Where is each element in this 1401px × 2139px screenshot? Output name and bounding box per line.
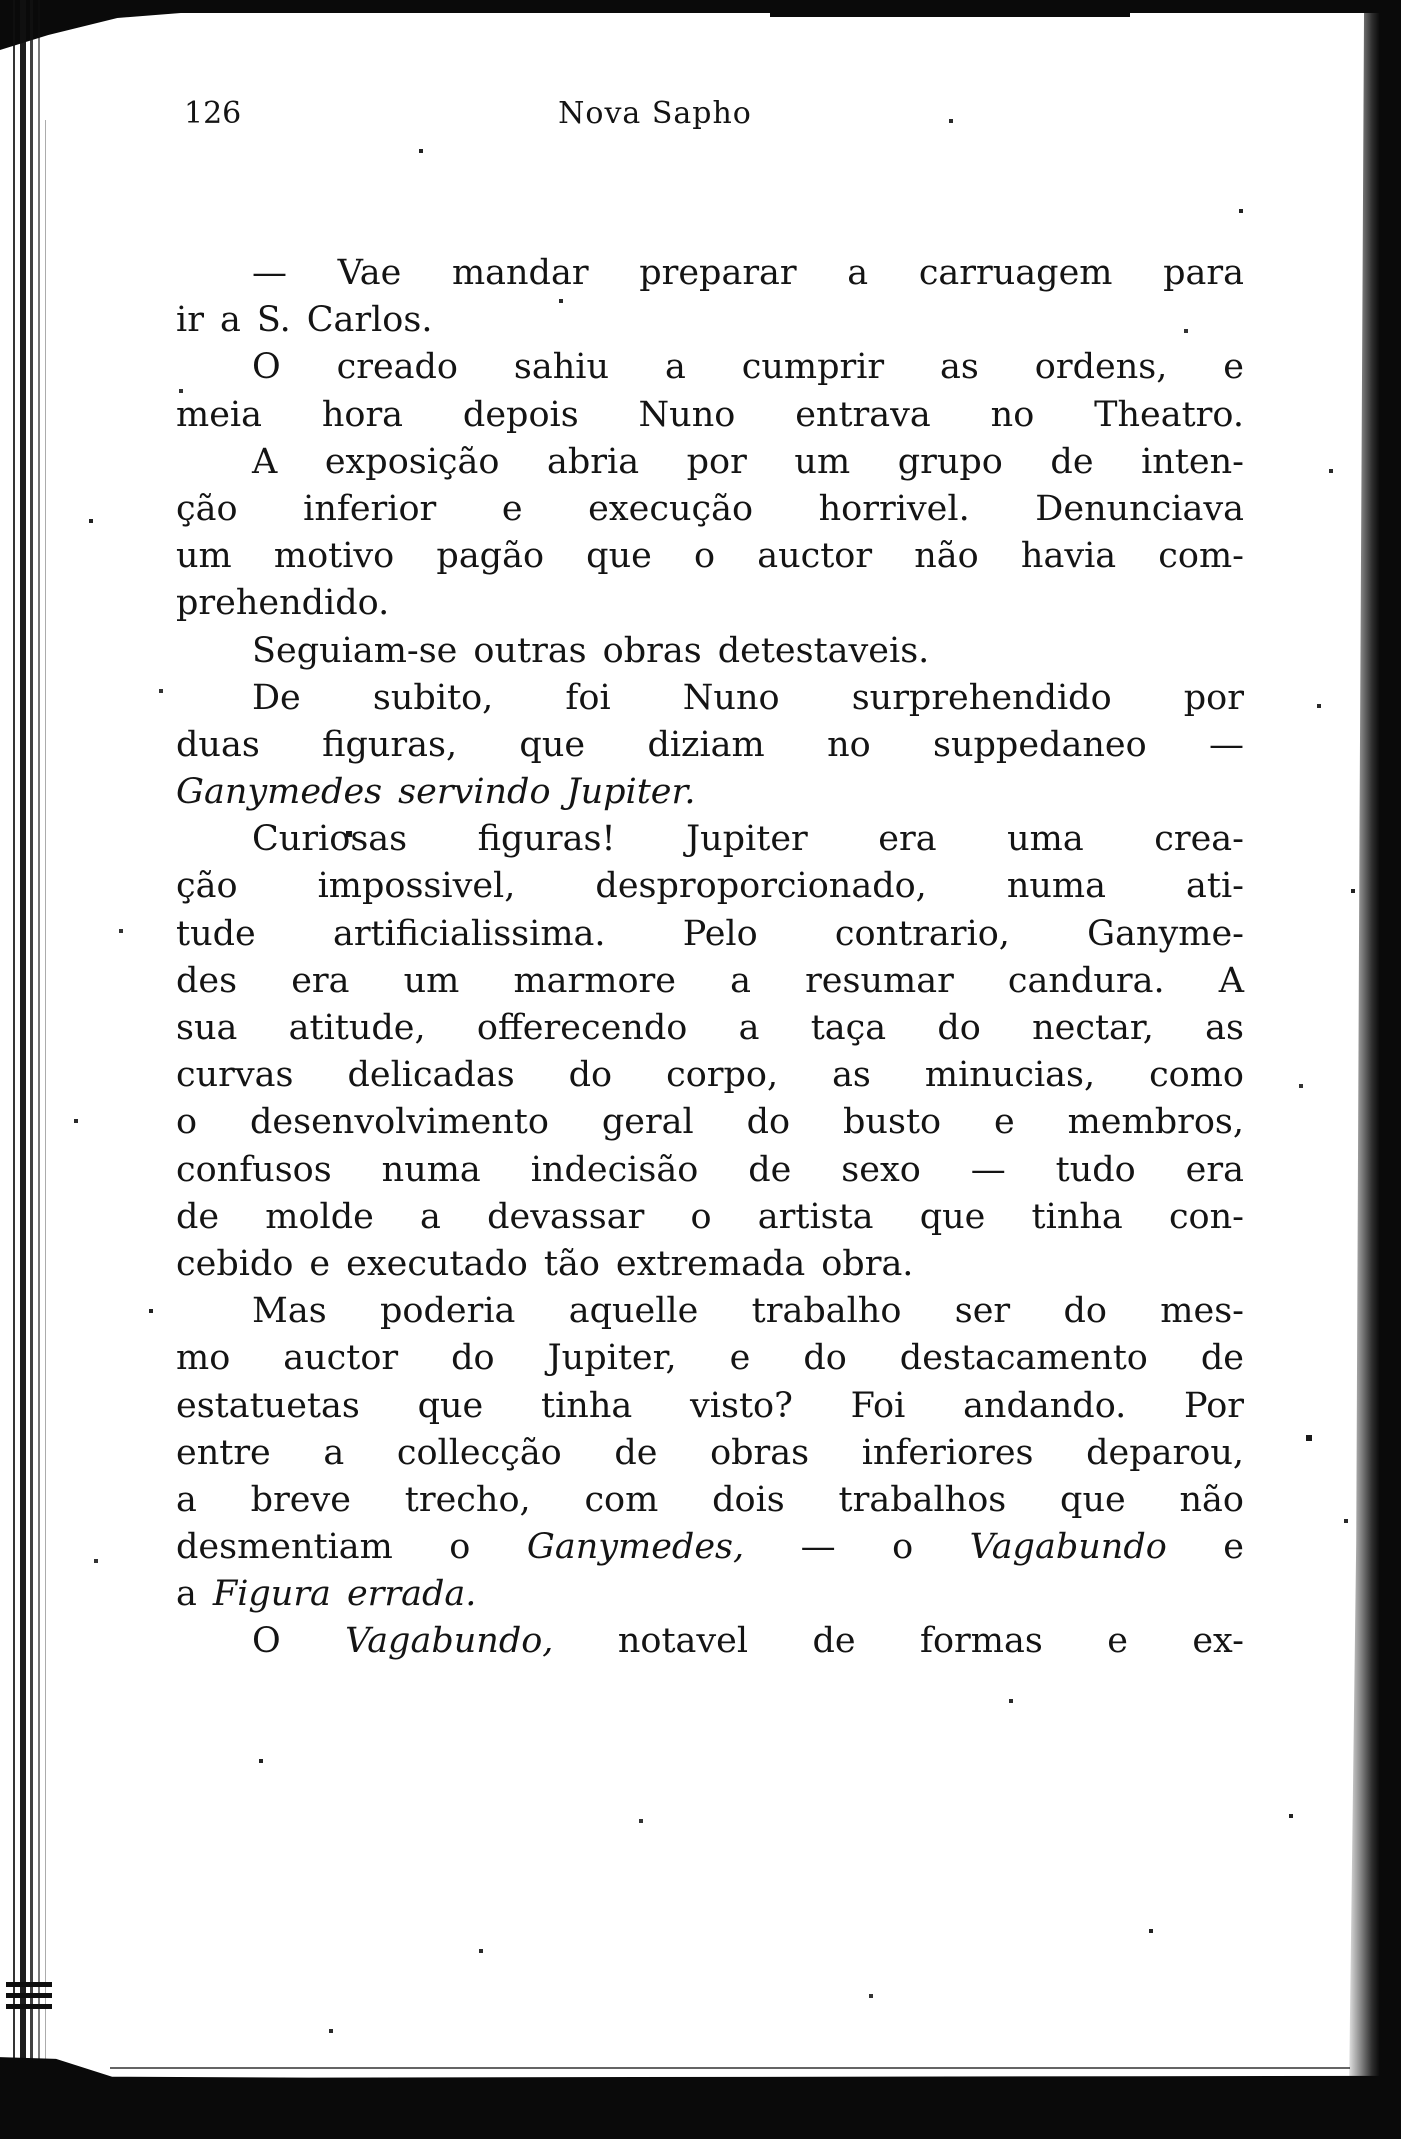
- text-line: [176, 1477, 1244, 1524]
- text-segment: entre a collecção de obras inferiores deparou,: [176, 1432, 1244, 1473]
- text-segment: des era um marmore a resumar candura. A: [176, 960, 1244, 1001]
- text-line: [176, 392, 1244, 439]
- text-line: [176, 1147, 1244, 1194]
- binding-line: [38, 0, 40, 2075]
- text-segment: meia hora depois Nuno entrava no Theatro.: [176, 394, 1244, 435]
- hatch-stroke: [6, 1993, 52, 1998]
- text-segment: a breve trecho, com dois trabalhos que não: [176, 1479, 1244, 1520]
- running-title: Nova Sapho: [558, 96, 752, 131]
- binding-line: [13, 0, 15, 2075]
- text-segment: desmentiam o: [176, 1527, 527, 1568]
- text-line: [176, 439, 1244, 486]
- page-number: 126: [184, 96, 242, 131]
- text-line: [176, 1194, 1244, 1241]
- hatch-stroke: [6, 1982, 52, 1987]
- text-line: [176, 628, 1244, 675]
- text-line: [176, 250, 1244, 297]
- text-line: [176, 1005, 1244, 1052]
- text-segment: confusos numa indecisão de sexo — tudo era: [176, 1149, 1244, 1190]
- text-segment: duas figuras, que diziam no suppedaneo —: [176, 724, 1244, 765]
- text-line: [176, 769, 1244, 816]
- text-line: [176, 344, 1244, 391]
- text-line: [176, 1524, 1244, 1571]
- page-header: [176, 96, 1244, 140]
- scan-artifact-top-edge-bump: [770, 10, 1130, 17]
- text-line: [176, 486, 1244, 533]
- text-segment: — Vae mandar preparar a carruagem para: [252, 253, 1244, 293]
- text-segment: ção impossivel, desproporcionado, numa ati-: [176, 866, 1244, 907]
- scan-artifact-left-binding: [0, 0, 60, 2075]
- text-line: [176, 1052, 1244, 1099]
- text-line: [176, 1571, 1244, 1618]
- binding-line: [20, 0, 26, 2075]
- text-segment: Seguiam-se outras obras detestaveis.: [252, 630, 930, 671]
- binding-line: [45, 120, 46, 2075]
- body-text: [176, 250, 1244, 1666]
- italic-text-segment: Vagabundo: [969, 1527, 1167, 1568]
- text-segment: Curiosas figuras! Jupiter era uma crea-: [252, 819, 1244, 860]
- text-line: [176, 533, 1244, 580]
- scan-artifact-hatch-mark: [6, 1982, 52, 2016]
- text-segment: — o: [744, 1527, 970, 1568]
- text-line: [176, 580, 1244, 627]
- scan-artifact-speckles: [0, 0, 2, 2]
- text-line: [176, 1288, 1244, 1335]
- scan-artifact-right-edge: [1345, 10, 1401, 2139]
- text-line: [176, 816, 1244, 863]
- text-segment: ir a S. Carlos.: [176, 300, 433, 341]
- text-segment: prehendido.: [176, 583, 390, 624]
- italic-text-segment: Figura errada.: [212, 1574, 477, 1615]
- text-segment: o desenvolvimento geral do busto e membros,: [176, 1102, 1244, 1143]
- text-segment: Mas poderia aquelle trabalho ser do mes-: [252, 1291, 1244, 1332]
- text-line: [176, 1618, 1244, 1665]
- binding-line: [30, 0, 33, 2075]
- text-segment: A exposição abria por um grupo de inten-: [252, 441, 1244, 482]
- text-line: [176, 1430, 1244, 1477]
- italic-text-segment: Ganymedes,: [526, 1527, 745, 1568]
- text-segment: De subito, foi Nuno surprehendido por: [252, 677, 1244, 718]
- text-line: [176, 1099, 1244, 1146]
- text-segment: curvas delicadas do corpo, as minucias, como: [176, 1055, 1244, 1096]
- text-line: [176, 1241, 1244, 1288]
- text-segment: e: [1166, 1527, 1244, 1568]
- text-segment: O creado sahiu a cumprir as ordens, e: [252, 347, 1244, 388]
- scan-artifact-bottom-edge: [0, 2050, 1401, 2139]
- text-line: [176, 863, 1244, 910]
- text-line: [176, 958, 1244, 1005]
- text-line: [176, 1335, 1244, 1382]
- text-segment: de molde a devassar o artista que tinha con-: [176, 1196, 1244, 1237]
- text-segment: um motivo pagão que o auctor não havia com-: [176, 536, 1244, 577]
- text-line: [176, 297, 1244, 344]
- text-line: [176, 722, 1244, 769]
- text-segment: sua atitude, offerecendo a taça do nectar, as: [176, 1008, 1244, 1048]
- text-segment: mo auctor do Jupiter, e do destacamento de: [176, 1338, 1244, 1379]
- italic-text-segment: Vagabundo,: [345, 1621, 554, 1662]
- text-line: [176, 1383, 1244, 1430]
- text-segment: ção inferior e execução horrivel. Denunciava: [176, 488, 1244, 529]
- text-segment: notavel de formas e ex-: [553, 1621, 1244, 1662]
- hatch-stroke: [6, 2004, 52, 2009]
- text-line: [176, 675, 1244, 722]
- text-segment: estatuetas que tinha visto? Foi andando. Por: [176, 1385, 1244, 1426]
- text-line: [176, 911, 1244, 958]
- text-segment: a: [176, 1574, 213, 1615]
- scan-artifact-scratch-line: [110, 2067, 1350, 2069]
- italic-text-segment: Ganymedes servindo Jupiter.: [176, 772, 696, 813]
- text-segment: tude artificialissima. Pelo contrario, Ganyme-: [176, 913, 1244, 954]
- text-segment: O: [252, 1621, 346, 1662]
- text-segment: cebido e executado tão extremada obra.: [176, 1243, 914, 1284]
